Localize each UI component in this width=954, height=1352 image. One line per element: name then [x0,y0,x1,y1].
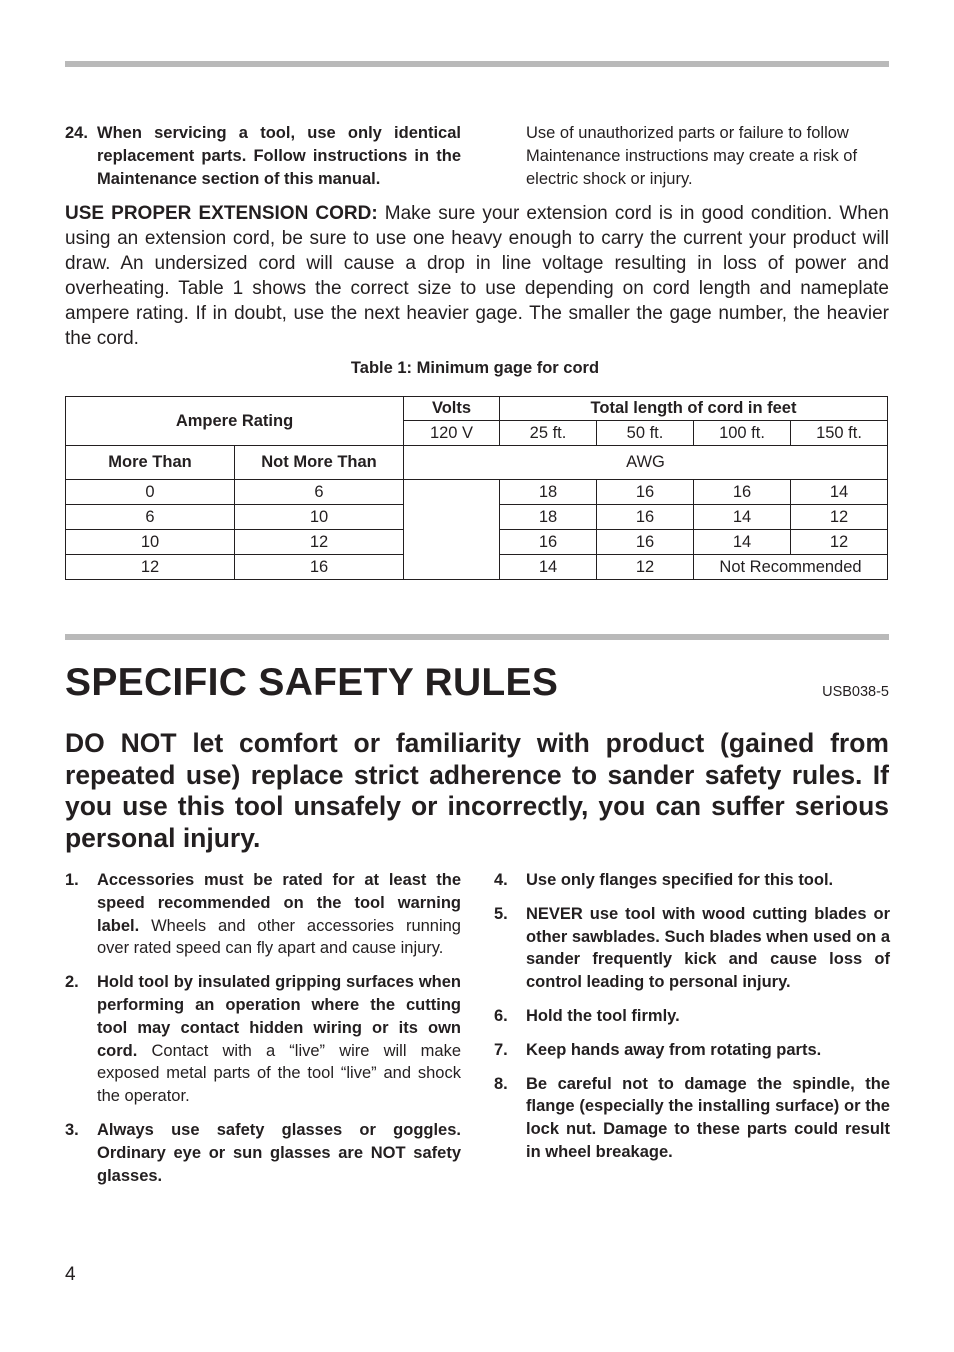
section-title: SPECIFIC SAFETY RULES [65,661,559,704]
rule-bold-text: Hold tool by insulated gripping surfaces when performing an operation where the cutting tool may contact hidden wiring or its own cord. [97,973,461,1060]
rule-item [65,971,461,1108]
gage-cell: 18 [500,505,597,530]
length-150-header: 150 ft. [791,421,888,446]
rule-number: 7. [494,1040,508,1059]
more-than-header: More Than [66,446,235,480]
table-row [66,480,888,505]
more-than-cell: 12 [66,555,235,580]
rules-left-column [65,869,461,1198]
gage-cell: 14 [694,505,791,530]
warning-statement: DO NOT let comfort or familiarity with product (gained from repeated use) replace strict adherence to sander safety rules. If you use this tool unsafely or incorrectly, you can suffer serious personal injury. [65,728,889,854]
section-divider [65,634,889,640]
rule-item [494,1039,890,1062]
length-50-header: 50 ft. [597,421,694,446]
rule-text: Wheels and other accessories running over rated speed can fly apart and cause injury. [97,916,461,958]
gage-cell: 14 [694,530,791,555]
volts-header: Volts [404,397,500,421]
gage-cell: 12 [597,555,694,580]
rule-bold-text: Keep hands away from rotating parts. [526,1040,822,1059]
not-more-than-cell: 6 [235,480,404,505]
not-more-than-cell: 12 [235,530,404,555]
rule-item [494,1073,890,1164]
not-more-than-cell: 16 [235,555,404,580]
rule-number: 5. [494,904,508,923]
rule-item [65,1119,461,1187]
gage-cell: 12 [791,505,888,530]
gage-cell: 14 [500,555,597,580]
blank-volts-cell [404,480,500,580]
rules-right-column [494,869,890,1175]
rule-item [65,869,461,960]
more-than-cell: 10 [66,530,235,555]
extension-cord-text: Make sure your extension cord is in good condition. When using an extension cord, be sure to use one heavy enough to carry the current your product will draw. An undersized cord will cause a drop in line voltage resulting in loss of power and overheating. Table 1 shows the correct size to use depending on cord length and nameplate ampere rating. If in doubt, use the next heavier gage. The smaller the gage number, the heavier the cord. [65,203,889,349]
ampere-rating-header: Ampere Rating [66,397,404,446]
table-caption: Table 1: Minimum gage for cord [350,359,600,377]
item-bold-text: When servicing a tool, use only identical replacement parts. Follow instructions in the Maintenance section of this manual. [97,124,461,188]
not-recommended-cell: Not Recommended [694,555,888,580]
not-more-than-header: Not More Than [235,446,404,480]
rule-number: 2. [65,973,79,992]
top-divider [65,61,889,67]
total-length-header: Total length of cord in feet [500,397,888,421]
rule-bold-text: Use only flanges specified for this tool. [526,871,834,889]
rule-bold-text: Accessories must be rated for at least the speed recommended on the tool warning label. [97,871,461,935]
awg-header: AWG [404,446,888,480]
cord-gage-table [65,396,888,580]
gage-cell: 14 [791,480,888,505]
extension-cord-paragraph [65,201,889,351]
gage-cell: 16 [694,480,791,505]
gage-cell: 12 [791,530,888,555]
not-more-than-cell: 10 [235,505,404,530]
rule-item [494,903,890,994]
rule-item [494,869,890,892]
voltage-cell: 120 V [404,421,500,446]
rule-bold-text: Be careful not to damage the spindle, the flange (especially the installing surface) or the lock nut. Damage to these parts could result in wheel breakage. [526,1074,890,1161]
rule-text: Contact with a “live” wire will make exposed metal parts of the tool “live” and shock the operator. [97,1041,461,1106]
section-code: USB038-5 [822,684,889,700]
page-number: 4 [65,1264,76,1285]
rule-number: 6. [494,1006,508,1025]
rule-number: 3. [65,1120,79,1139]
length-25-header: 25 ft. [500,421,597,446]
list-item-24 [65,122,461,190]
rule-bold-text: Hold the tool firmly. [526,1006,680,1025]
item-number: 24. [65,124,88,142]
more-than-cell: 6 [66,505,235,530]
rule-bold-text: Always use safety glasses or goggles. Ordinary eye or sun glasses are NOT safety glasses. [97,1120,461,1185]
rule-number: 4. [494,871,508,889]
length-100-header: 100 ft. [694,421,791,446]
gage-cell: 16 [597,480,694,505]
gage-cell: 16 [597,505,694,530]
extension-cord-heading: USE PROPER EXTENSION CORD: [65,203,378,224]
rule-number: 1. [65,871,79,889]
rule-bold-text: NEVER use tool with wood cutting blades or other sawblades. Such blades when used on a sander frequently kick and cause loss of control leading to personal injury. [526,904,891,992]
rule-number: 8. [494,1074,508,1093]
item-24-note: Use of unauthorized parts or failure to follow Maintenance instructions may create a risk of electric shock or injury. [526,124,858,188]
gage-cell: 16 [500,530,597,555]
gage-cell: 16 [597,530,694,555]
rule-item [494,1005,890,1028]
more-than-cell: 0 [66,480,235,505]
gage-cell: 18 [500,480,597,505]
